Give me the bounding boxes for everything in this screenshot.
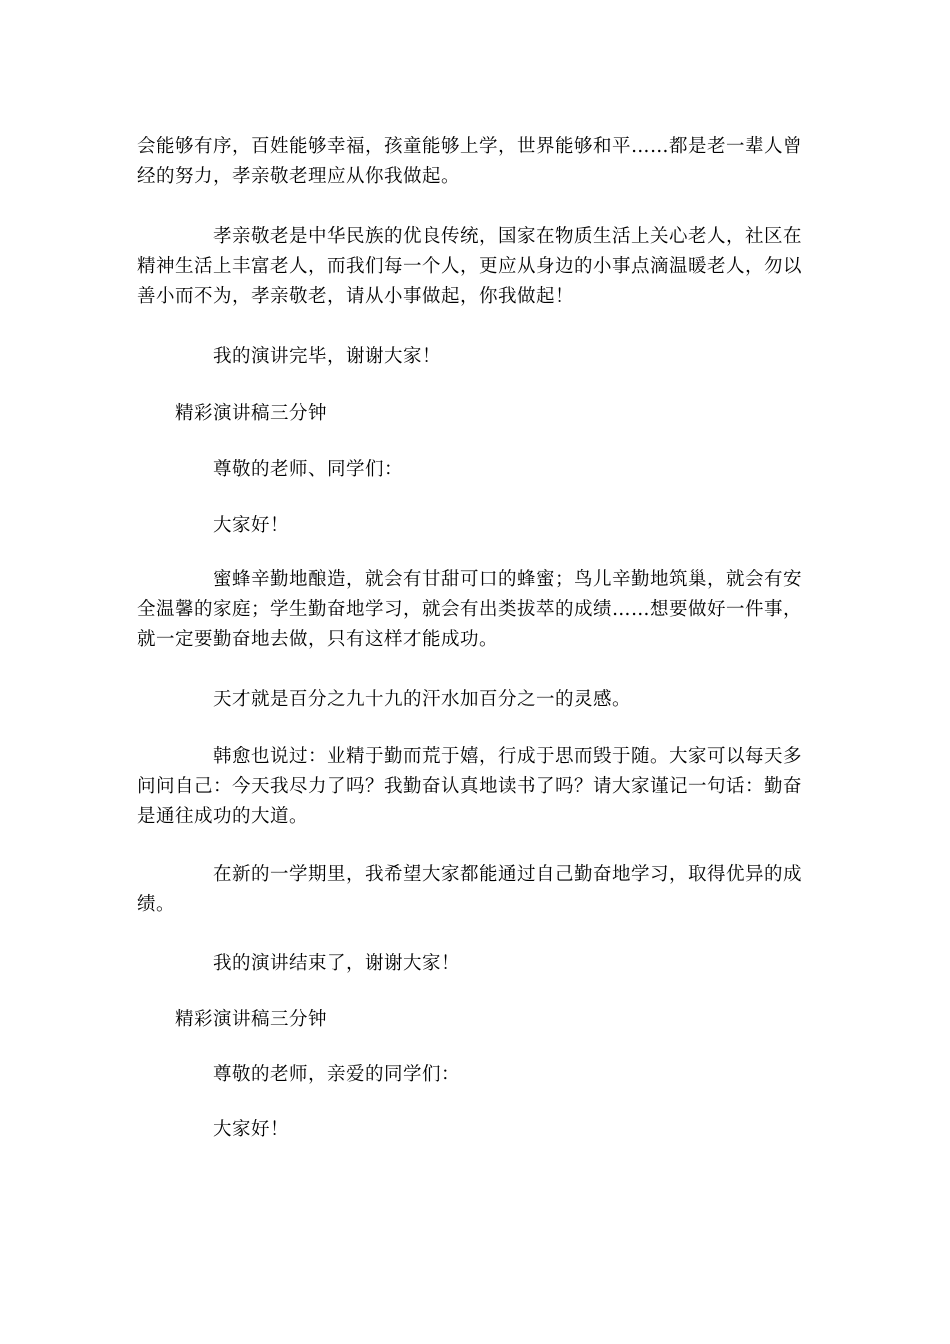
paragraph-diligence: 蜜蜂辛勤地酿造，就会有甘甜可口的蜂蜜；鸟儿辛勤地筑巢，就会有安全温馨的家庭；学生勤奋地学习，就会有出类拔萃的成绩……想要做好一件事，就一定要勤奋地去做，只有这样才能成功。 bbox=[137, 569, 803, 650]
paragraph-closing-2: 我的演讲结束了，谢谢大家！ bbox=[213, 953, 461, 974]
paragraph-new-semester: 在新的一学期里，我希望大家都能通过自己勤奋地学习，取得优异的成绩。 bbox=[137, 864, 803, 915]
paragraph-salutation-2: 尊敬的老师，亲爱的同学们： bbox=[213, 1064, 461, 1085]
paragraph-greeting-1: 大家好！ bbox=[213, 515, 290, 536]
paragraph-filial-piety: 孝亲敬老是中华民族的优良传统，国家在物质生活上关心老人，社区在精神生活上丰富老人，而我们每一个人，更应从身边的小事点滴温暖老人，勿以善小而不为，孝亲敬老，请从小事做起，你我做起！ bbox=[137, 226, 803, 307]
paragraph-genius-quote: 天才就是百分之九十九的汗水加百分之一的灵感。 bbox=[213, 689, 632, 710]
paragraph-han-yu: 韩愈也说过：业精于勤而荒于嬉，行成于思而毁于随。大家可以每天多问问自己：今天我尽力了吗？我勤奋认真地读书了吗？请大家谨记一句话：勤奋是通往成功的大道。 bbox=[137, 746, 803, 827]
section-heading-2: 精彩演讲稿三分钟 bbox=[175, 1009, 328, 1030]
section-heading-1: 精彩演讲稿三分钟 bbox=[175, 403, 328, 424]
paragraph-greeting-2: 大家好！ bbox=[213, 1119, 290, 1140]
paragraph-closing-1: 我的演讲完毕，谢谢大家！ bbox=[213, 346, 442, 367]
paragraph-continuation: 会能够有序，百姓能够幸福，孩童能够上学，世界能够和平……都是老一辈人曾经的努力，孝亲敬老理应从你我做起。 bbox=[137, 136, 803, 187]
paragraph-salutation-1: 尊敬的老师、同学们： bbox=[213, 459, 404, 480]
